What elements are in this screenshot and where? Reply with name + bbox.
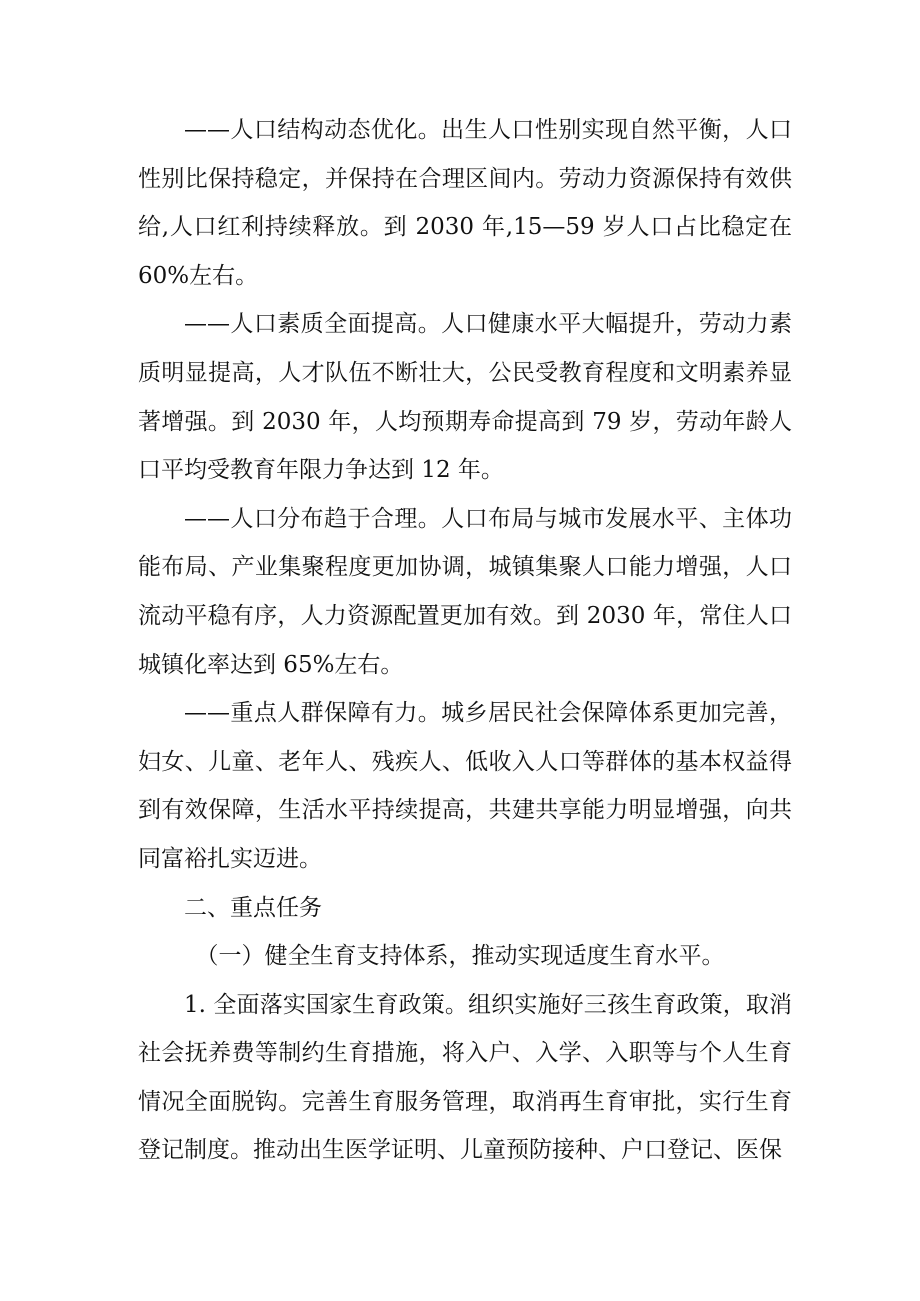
item-paragraph: 1. 全面落实国家生育政策。组织实施好三孩生育政策，取消社会抚养费等制约生育措施，将入户、入学、入职等与个人生育情况全面脱钩。完善生育服务管理，取消再生育审批，实行生育登记制度。推动出生医学证明、儿童预防接种、户口登记、医保 [138,991,792,1164]
subsection-heading: （一）健全生育支持体系，推动实现适度生育水平。 [195,943,725,970]
paragraph-population-quality: ——人口素质全面提高。人口健康水平大幅提升，劳动力素质明显提高，人才队伍不断壮大，公民受教育程度和文明素养显著增强。到 2030 年，人均预期寿命提高到 79 岁，劳动年龄人口平均受教育年限力争达到 12 年。 [138,311,792,484]
paragraph-population-structure: ——人口结构动态优化。出生人口性别实现自然平衡，人口性别比保持稳定，并保持在合理区间内。劳动力资源保持有效供给,人口红利持续释放。到 2030 年,15—59 岁人口占比稳定在 60%左右。 [138,117,792,289]
paragraph-key-groups-security: ——重点人群保障有力。城乡居民社会保障体系更加完善，妇女、儿童、老年人、残疾人、低收入人口等群体的基本权益得到有效保障，生活水平持续提高，共建共享能力明显增强，向共同富裕扎实迈进。 [138,700,792,872]
paragraph-population-distribution: ——人口分布趋于合理。人口布局与城市发展水平、主体功能布局、产业集聚程度更加协调，城镇集聚人口能力增强，人口流动平稳有序，人力资源配置更加有效。到 2030 年，常住人口城镇化率达到 65%左右。 [138,505,792,678]
document-page [138,106,792,1175]
section-heading: 二、重点任务 [184,894,322,921]
